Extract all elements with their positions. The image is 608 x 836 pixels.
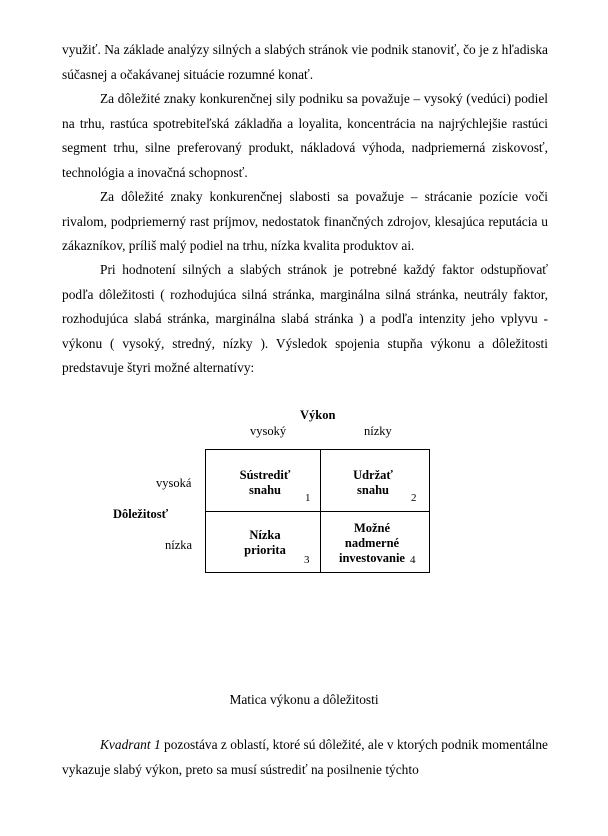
- quadrant-1-label: [225, 468, 305, 498]
- paragraph-3: Za dôležité znaky konkurenčnej slabosti sa považuje – strácanie pozície voči rivalom, podpriemerný rast príjmov, nedostatok finančných zdrojov, klesajúca reputácia u zákazníkov, príliš malý podiel na trhu, nízka kvalita produktov ai.: [62, 189, 548, 253]
- quadrant-1-line2: snahu: [249, 483, 281, 497]
- quadrant-4-line3: investovanie: [339, 551, 405, 565]
- quadrant-4-line2: nadmerné: [344, 536, 400, 550]
- quadrant-4-line1: Možné: [353, 521, 391, 535]
- col-axis-title: Výkon: [300, 408, 336, 422]
- grid-middle: [205, 511, 430, 512]
- grid-top: [205, 449, 430, 450]
- grid-right: [429, 449, 430, 573]
- quadrant-3-line1: Nízka: [249, 528, 281, 542]
- grid-bottom: [205, 572, 430, 573]
- quadrant-3-label: [225, 528, 305, 558]
- grid-center: [320, 449, 321, 573]
- figure-caption: Matica výkonu a dôležitosti: [229, 692, 379, 707]
- quadrant-1-reference: Kvadrant 1: [100, 737, 161, 752]
- row-axis-title: Dôležitosť: [113, 507, 169, 521]
- paragraph-4: Pri hodnotení silných a slabých stránok je potrebné každý faktor odstupňovať podľa dôležitosti ( rozhodujúca silná stránka, marginálna silná stránka, neutrály faktor, rozhodujúca slabá stránka, marginálna slabá stránka ) a podľa intenzity jeho vplyvu - výkonu ( vysoký, stredný, nízky ). Výsledok spojenia stupňa výkonu a dôležitosti predstavuje štyri možné alternatívy:: [62, 262, 548, 375]
- paragraph-5-text: pozostáva z oblastí, ktoré sú dôležité, ale v ktorých podnik momentálne vykazuje slabý výkon, preto sa musí sústrediť na posilnenie týchto: [62, 737, 548, 777]
- quadrant-2-number: 2: [411, 492, 417, 504]
- row-label-low: nízka: [165, 538, 193, 552]
- quadrant-1-number: 1: [305, 492, 311, 504]
- paragraph-5: [62, 733, 548, 782]
- grid-left: [205, 449, 206, 573]
- quadrant-3-number: 3: [304, 554, 310, 566]
- quadrant-1-line1: Sústrediť: [239, 468, 291, 482]
- row-label-high: vysoká: [156, 476, 192, 490]
- quadrant-4-number: 4: [410, 554, 416, 566]
- quadrant-2-line1: Udržať: [353, 468, 393, 482]
- quadrant-2-line2: snahu: [357, 483, 389, 497]
- quadrant-3-line2: priorita: [244, 543, 286, 557]
- paragraph-2: Za dôležité znaky konkurenčnej sily podniku sa považuje – vysoký (vedúci) podiel na trhu, rastúca spotrebiteľská základňa a loyalita, koncentrácia na najrýchlejšie rastúci segment trhu, silne preferovaný produkt, nákladová výhoda, nadpriemerná ziskovosť, technológia a inovačná schopnosť.: [62, 91, 548, 180]
- col-label-high: vysoký: [250, 424, 287, 438]
- quadrant-2-label: [333, 468, 413, 498]
- col-label-low: nízky: [364, 424, 392, 438]
- paragraph-1: využiť. Na základe analýzy silných a slabých stránok vie podnik stanoviť, čo je z hľadiska súčasnej a očakávanej situácie rozumné konať.: [62, 42, 548, 82]
- quadrant-4-label: [330, 521, 414, 566]
